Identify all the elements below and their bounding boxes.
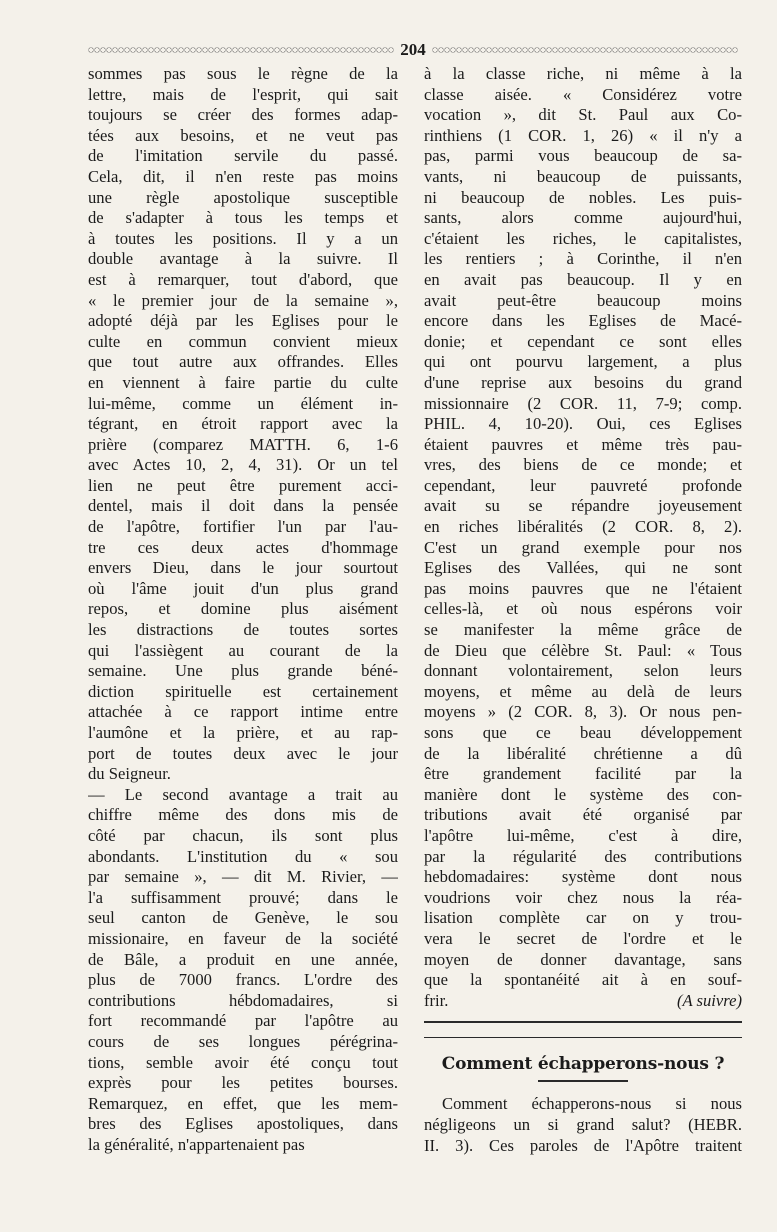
header-ornament-left	[88, 47, 394, 53]
text-line: Remarquez, en effet, que les mem-	[88, 1093, 398, 1113]
text-line: Eglises des Vallées, qui ne sont	[424, 558, 742, 578]
section-title: Comment échapperons-nous ?	[441, 1054, 725, 1075]
text-line: tre ces deux actes d'hommage	[88, 537, 398, 557]
text-line: adopté déjà par les Eglises pour le	[88, 311, 398, 331]
text-line: repos, et domine plus aisément	[88, 599, 398, 619]
text-line: tions, semble avoir été conçu tout	[88, 1052, 398, 1072]
page-header	[88, 40, 738, 60]
text-line: PHIL. 4, 10-20). Oui, ces Eglises	[424, 414, 742, 434]
text-line: rinthiens (1 COR. 1, 26) « il n'y a	[424, 125, 742, 145]
text-line: avait peut-être beaucoup moins	[424, 290, 742, 310]
text-line: moyen de donner davantage, sans	[424, 949, 742, 969]
text-line: plus de 7000 francs. L'ordre des	[88, 970, 398, 990]
text-line: sons que ce beau développement	[424, 723, 742, 742]
text-line: exprès pour les petites bourses.	[88, 1073, 398, 1093]
text-line: est à remarquer, tout d'abord, que	[88, 269, 398, 289]
text-line: tributions avait été organisé par	[424, 805, 742, 825]
text-line: que la spontanéité ait à en souf-	[424, 970, 742, 990]
text-line: l'apôtre lui-même, c'est à dire,	[424, 825, 742, 845]
text-line: — Le second avantage a trait au	[88, 784, 398, 804]
text-line: prière (comparez MATTH. 6, 1-6	[88, 434, 398, 454]
text-line: avait su se répandre joyeusement	[424, 496, 742, 516]
text-line: par semaine », — dit M. Rivier, —	[88, 867, 398, 887]
text-line: lisation complète car on y trou-	[424, 908, 742, 928]
text-line: fort recommandé par l'apôtre au	[88, 1011, 398, 1031]
text-line: toujours se créer des formes adap-	[88, 105, 398, 125]
text-line: où l'âme jouit d'un plus grand	[88, 578, 398, 598]
text-line: l'a suffisamment prouvé; dans le	[88, 887, 398, 907]
header-ornament-right	[432, 47, 738, 53]
text-line: Comment échapperons-nous si nous	[442, 1094, 742, 1114]
text-line: sants, alors comme aujourd'hui,	[424, 208, 742, 228]
text-line: manière dont le système des con-	[424, 784, 742, 804]
text-line: qui ont pourvu largement, a plus	[424, 352, 742, 372]
text-line: lien ne peut être purement acci-	[88, 475, 398, 495]
text-line: vants, ni beaucoup de puissants,	[424, 166, 742, 186]
text-line: de l'imitation servile du passé.	[88, 146, 398, 166]
text-line: pas moins pauvres que ne l'étaient	[424, 578, 742, 598]
text-line: dentel, mais il doit dans la pensée	[88, 496, 398, 516]
text-line: tégrant, en étroit rapport avec la	[88, 414, 398, 434]
right-column	[424, 64, 742, 1156]
text-line: à toutes les positions. Il y a un	[88, 228, 398, 248]
text-line: c'étaient les riches, le capitalistes,	[424, 228, 742, 248]
text-line: que tout autre aux offrandes. Elles	[88, 352, 398, 372]
text-line: classe aisée. « Considérez votre	[424, 84, 742, 104]
text-line: lettre, mais de l'esprit, qui sait	[88, 84, 398, 104]
text-line: Cela, dit, il n'en reste pas moins	[88, 166, 398, 186]
text-line: avec Actes 10, 2, 4, 31). Or un tel	[88, 455, 398, 475]
text-line: de la libéralité chrétienne a dû	[424, 743, 742, 763]
text-line: du Seigneur.	[88, 764, 171, 784]
text-line: à la classe riche, ni même à la	[424, 64, 742, 83]
text-line: semaine. Une plus grande béné-	[88, 661, 398, 681]
text-line: moyens, et même au delà de leurs	[424, 681, 742, 701]
text-line: donie; et cependant ce sont elles	[424, 331, 742, 351]
text-line: cours de ses longues pérégrina-	[88, 1031, 398, 1051]
left-column	[88, 64, 398, 1155]
text-line: sommes pas sous le règne de la	[88, 64, 398, 83]
continuation-note: (A suivre)	[677, 990, 742, 1010]
text-line: seul canton de Genève, le sou	[88, 908, 398, 928]
text-line: en viennent à faire partie du culte	[88, 372, 398, 392]
text-line: vres, des biens de ce monde; et	[424, 455, 742, 475]
text-line: culte en commun convient mieux	[88, 331, 398, 351]
text-line: par la régularité des contributions	[424, 846, 742, 866]
text-line: C'est un grand exemple pour nos	[424, 537, 742, 557]
text-line: étaient pauvres et même très pau-	[424, 434, 742, 454]
text-line: missionnaire (2 COR. 11, 7-9; comp.	[424, 393, 742, 413]
text-line: celles-là, et où nous espérons voir	[424, 599, 742, 619]
text-line: de Bâle, a produit en une année,	[88, 949, 398, 969]
text-line: tées aux besoins, et ne veut pas	[88, 125, 398, 145]
text-line: être grandement facilité par la	[424, 764, 742, 784]
text-line: frir.	[424, 990, 449, 1010]
text-line: en avait pas beaucoup. Il y en	[424, 269, 742, 289]
text-line: chiffre même des dons mis de	[88, 805, 398, 825]
text-line: diction spirituelle est certainement	[88, 681, 398, 701]
text-line: une règle apostolique susceptible	[88, 187, 398, 207]
text-line: attachée à ce rapport intime entre	[88, 702, 398, 722]
text-line: négligeons un si grand salut? (HEBR.	[424, 1114, 742, 1134]
text-line: encore dans les Eglises de Macé-	[424, 311, 742, 331]
text-line: envers Dieu, dans le jour sourtout	[88, 558, 398, 578]
text-line: côté par chacun, ils sont plus	[88, 825, 398, 845]
section-separator	[424, 1021, 742, 1038]
text-line: de l'apôtre, fortifier l'un par l'au-	[88, 517, 398, 537]
text-line: vocation », dit St. Paul aux Co-	[424, 105, 742, 125]
text-line: d'une reprise aux besoins du grand	[424, 372, 742, 392]
text-line: lui-même, comme un élément in-	[88, 393, 398, 413]
text-line: vera le secret de l'ordre et le	[424, 928, 742, 948]
title-rule	[538, 1080, 628, 1082]
text-line: contributions hébdomadaires, si	[88, 990, 398, 1010]
text-line: ni beaucoup de nobles. Les puis-	[424, 187, 742, 207]
text-line: qui l'assiègent au courant de la	[88, 640, 398, 660]
text-line: moyens » (2 COR. 8, 3). Or nous pen-	[424, 702, 742, 722]
text-line: se manifester la même grâce de	[424, 620, 742, 640]
page-number: 204	[400, 40, 426, 59]
text-line: II. 3). Ces paroles de l'Apôtre traitent	[424, 1135, 742, 1155]
text-line: donnant volontairement, selon leurs	[424, 661, 742, 681]
text-line: la généralité, n'appartenaient pas	[88, 1134, 305, 1154]
text-line: pas, parmi vous beaucoup de sa-	[424, 146, 742, 166]
text-line: hebdomadaires: système dont nous	[424, 867, 742, 887]
text-line: missionaire, en faveur de la société	[88, 928, 398, 948]
text-line: l'aumône et la prière, et au rap-	[88, 723, 398, 742]
text-line: voudrions voir chez nous la réa-	[424, 887, 742, 907]
text-line: les rentiers ; à Corinthe, il n'en	[424, 249, 742, 269]
text-line: abondants. L'institution du « sou	[88, 846, 398, 866]
text-line: en riches libéralités (2 COR. 8, 2).	[424, 517, 742, 537]
text-line: cependant, leur pauvreté profonde	[424, 475, 742, 495]
text-line: double avantage à la suivre. Il	[88, 249, 398, 269]
text-line: port de toutes deux avec le jour	[88, 743, 398, 763]
text-line: de Dieu que célèbre St. Paul: « Tous	[424, 640, 742, 660]
text-line: de s'adapter à tous les temps et	[88, 208, 398, 228]
text-line: les distractions de toutes sortes	[88, 620, 398, 640]
text-line: « le premier jour de la semaine »,	[88, 290, 398, 310]
text-line: bres des Eglises apostoliques, dans	[88, 1114, 398, 1134]
